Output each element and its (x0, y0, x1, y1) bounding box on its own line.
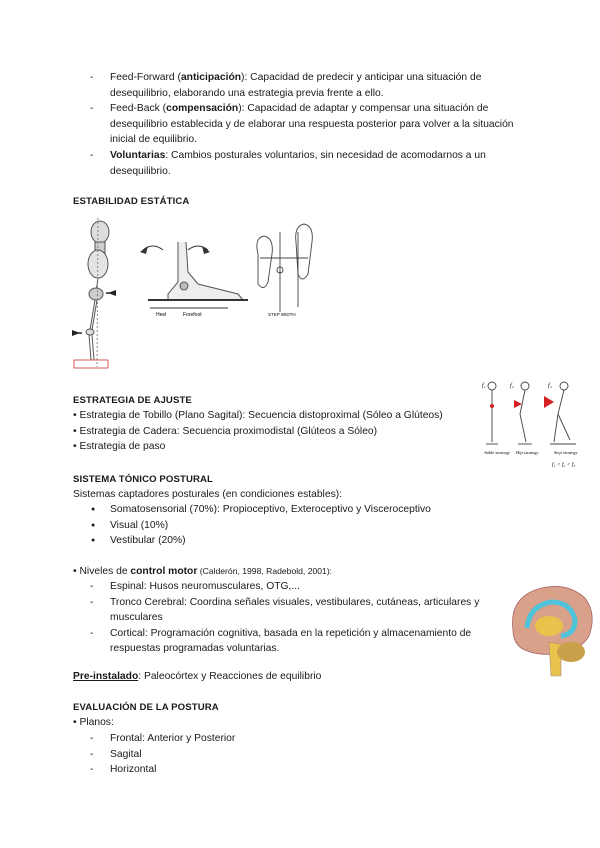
niveles-line: • Niveles de control motor (Calderón, 1998, Radebold, 2001): (73, 566, 333, 577)
list-item: - Tronco Cerebral: Coordina señales visuales, vestibulares, cutáneas, articulares y musculares (90, 595, 510, 626)
list-item: • Estrategia de paso (73, 441, 166, 453)
section-heading-estrategia: ESTRATEGIA DE AJUSTE (73, 395, 192, 406)
section-heading-evaluacion: EVALUACIÓN DE LA POSTURA (73, 702, 219, 713)
f2-label: f₂ (510, 383, 514, 389)
list-item: - Feed-Back (compensación): Capacidad de adaptar y compensar una situación de desequilibrio establecida y de elaborar una respuesta posterior para volver a la situación inicial de equilibrio. (90, 101, 520, 148)
list-item: - Sagital (90, 747, 520, 763)
sistema-intro: Sistemas captadores posturales (en condiciones estables): (73, 489, 343, 500)
intro-list (90, 70, 520, 179)
static-stability-figure (68, 212, 328, 372)
brain-figure (505, 580, 595, 684)
list-item: ● Somatosensorial (70%): Propioceptivo, Exteroceptivo y Visceroceptivo (90, 502, 510, 518)
list-item: ● Vestibular (20%) (90, 533, 510, 549)
section-heading-estabilidad: ESTABILIDAD ESTÁTICA (73, 196, 190, 207)
planos-list (90, 731, 520, 778)
niveles-list (90, 579, 510, 657)
list-item: • Estrategia de Cadera: Secuencia proximodistal (Glúteos a Sóleo) (73, 425, 378, 437)
list-item: - Feed-Forward (anticipación): Capacidad de predecir y anticipar una situación de desequilibrio, elaborando una estrategia previa frente a ello. (90, 70, 520, 101)
strategy-list (73, 408, 483, 455)
forefoot-label: Forefoot (183, 312, 202, 318)
planos-label: • Planos: (73, 717, 114, 728)
preinstalado-line: Pre-instalado: Paleocórtex y Reacciones de equilibrio (73, 671, 322, 682)
f3-label: f₃ (548, 383, 552, 389)
heel-label: Heel (156, 312, 167, 318)
list-item: • Estrategia de Tobillo (Plano Sagital): Secuencia distoproximal (Sóleo a Glúteos) (73, 410, 443, 421)
list-item: - Cortical: Programación cognitiva, basada en la repetición y almacenamiento de respuestas programadas voluntarias. (90, 626, 510, 657)
ankle-force-icon (490, 404, 494, 408)
hip-label: Hip strategy (516, 450, 539, 455)
f1-label: f₁ (482, 383, 486, 389)
step-label: Step strategy (554, 450, 578, 455)
sensor-list (90, 502, 510, 549)
list-item: - Espinal: Husos neuromusculares, OTG,... (90, 579, 510, 595)
list-item: ● Visual (10%) (90, 518, 510, 534)
step-width-label: STEP WIDTH (268, 312, 296, 317)
ankle-label: Ankle strategy (484, 450, 510, 455)
step-arrow-icon (544, 396, 554, 408)
section-heading-sistema: SISTEMA TÓNICO POSTURAL (73, 474, 213, 485)
list-item: - Frontal: Anterior y Posterior (90, 731, 520, 747)
hip-arrow-icon (514, 400, 522, 408)
relation-label: f₁ < f₂ < f₃ (552, 462, 576, 468)
list-item: - Horizontal (90, 762, 520, 778)
list-item: - Voluntarias: Cambios posturales voluntarios, sin necesidad de acomodarnos a un desequilibrio. (90, 148, 520, 179)
strategy-figure (480, 378, 592, 470)
